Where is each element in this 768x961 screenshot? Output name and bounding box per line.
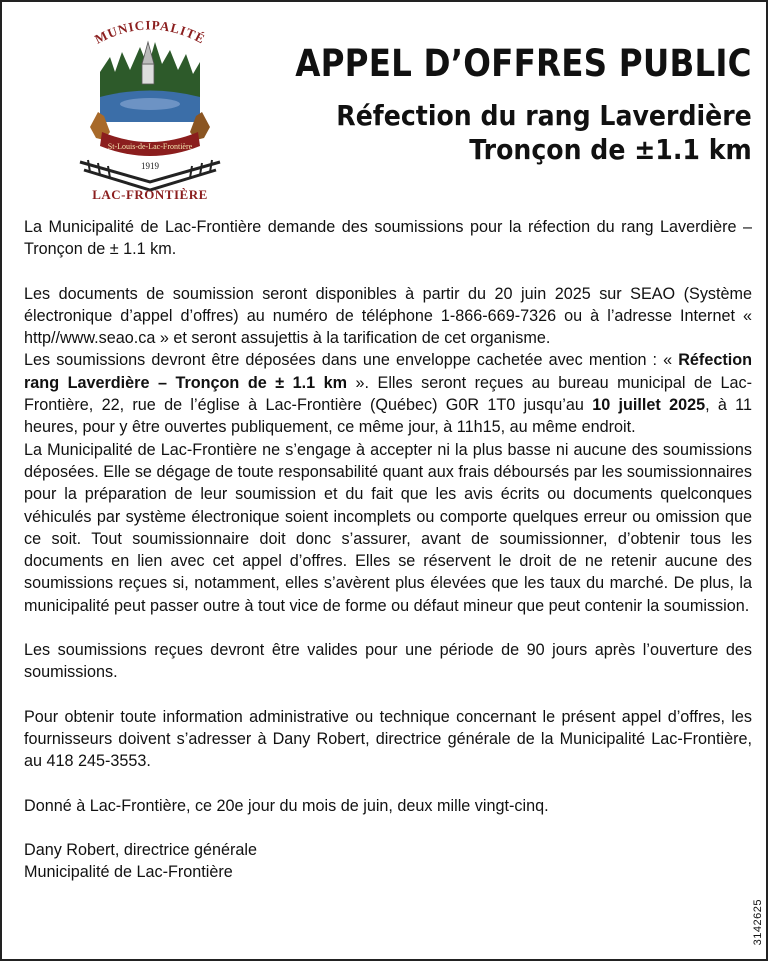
paragraph-intro: La Municipalité de Lac-Frontière demande des soumissions pour la réfection du rang Laverdière – Tronçon de ± 1.1 km. (24, 218, 752, 259)
reference-number: 3142625 (752, 898, 764, 945)
subtitle-line-2: Tronçon de ±1.1 km (469, 133, 752, 166)
logo-bottom-text: LAC-FRONTIÈRE (92, 187, 208, 202)
paragraph-date: Donné à Lac-Frontière, ce 20e jour du mois de juin, deux mille vingt-cinq. (24, 796, 549, 815)
logo-top-text: MUNICIPALITÉ (92, 17, 208, 47)
municipal-logo (60, 12, 240, 202)
paragraph-contact: Pour obtenir toute information administrative ou technique concernant le présent appel d’offres, les fournisseurs doivent s’adresser à Dany Robert, directrice générale de la Municipalité Lac-Frontière, au 418 245-3553. (24, 707, 752, 771)
paragraph-documents: Les documents de soumission seront disponibles à partir du 20 juin 2025 sur SEAO (Système électronique d’appel d’offres) au numéro de téléphone 1-866-669-7326 ou à l’adresse Internet « http//www.seao.ca » et seront assujettis à la tarification de cet organisme. (24, 284, 752, 348)
logo-banner-text: St-Louis-de-Lac-Frontière (107, 142, 193, 151)
project-name: Réfection rang Laverdière – Tronçon de ± 1.1 km (24, 351, 752, 392)
notice-body (24, 216, 752, 883)
signature-name: Dany Robert, directrice générale (24, 840, 258, 859)
logo-year: 1919 (141, 161, 159, 171)
subtitle (285, 99, 752, 167)
header (233, 42, 752, 167)
page-title: APPEL D’OFFRES PUBLIC (295, 42, 752, 85)
paragraph-deposit: Les soumissions devront être déposées dans une enveloppe cachetée avec mention : « Réfection rang Laverdière – Tronçon de ± 1.1 km ». Elles seront reçues au bureau municipal de Lac-Frontière, 22, rue de l’église à Lac-Frontière (Québec) G0R 1T0 jusqu’au 10 juillet 2025, à 11 heures, pour y être ouvertes publiquement, ce même jour, à 11h15, au même endroit. (24, 351, 752, 437)
paragraph-conditions: La Municipalité de Lac-Frontière ne s’engage à accepter ni la plus basse ni aucune des soumissions déposées. Elle se dégage de toute responsabilité quant aux frais déboursés par les soumissionnaires pour la préparation de leur soumission et du fait que les avis écrits ou documents quelconques véhiculés par système électronique soient incomplets ou comporte quelques erreur ou omission que ce soit. Tout soumissionnaire doit donc s’assurer, avant de soumissionner, d’obtenir tous les documents en lien avec cet appel d’offres. Elles se réservent le droit de ne retenir aucune des soumissions reçues si, notamment, elles s’avèrent plus élevées que les taux du marché. De plus, la municipalité peut passer outre à tout vice de forme ou défaut mineur que peut contenir la soumission. (24, 440, 752, 615)
deadline-date: 10 juillet 2025 (592, 396, 706, 415)
subtitle-line-1: Réfection du rang Laverdière (336, 99, 752, 132)
signature-org: Municipalité de Lac-Frontière (24, 863, 233, 882)
paragraph-validity: Les soumissions reçues devront être valides pour une période de 90 jours après l’ouverture des soumissions. (24, 641, 752, 682)
